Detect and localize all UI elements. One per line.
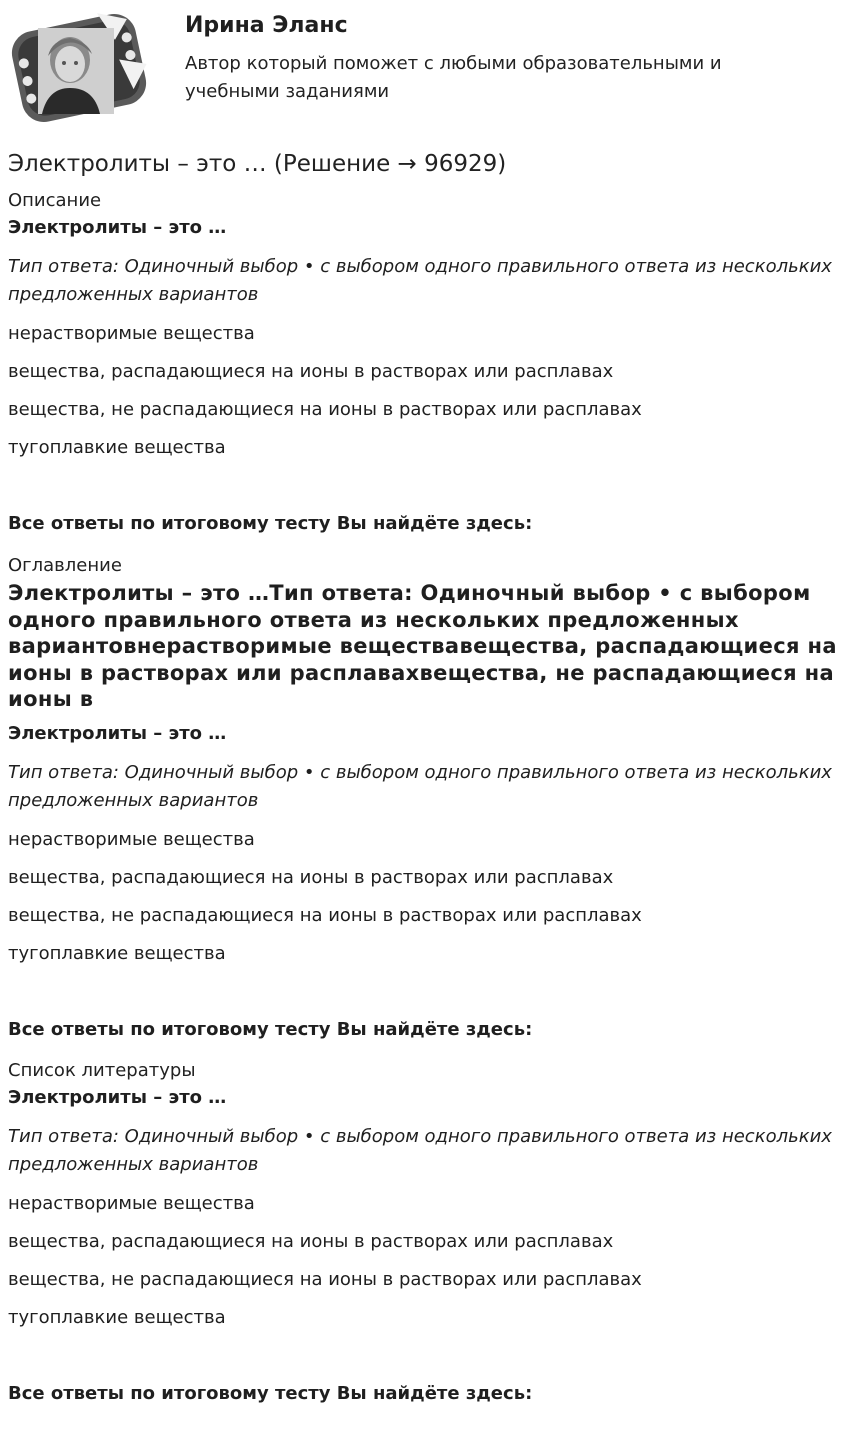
answer-option: тугоплавкие вещества bbox=[8, 942, 226, 964]
answer-option: вещества, распадающиеся на ионы в растворах или расплавах bbox=[8, 1231, 614, 1252]
answer-option: нерастворимые вещества bbox=[8, 1193, 255, 1214]
page-title: Электролиты – это … (Решение → 96929) bbox=[8, 151, 507, 177]
answer-option: вещества, распадающиеся на ионы в растворах или расплавах bbox=[8, 866, 614, 888]
toc-section bbox=[8, 554, 838, 1043]
answer-option: нерастворимые вещества bbox=[8, 323, 255, 344]
all-answers-note: Все ответы по итоговому тесту Вы найдёте здесь: bbox=[8, 1383, 533, 1404]
answer-type: Тип ответа: Одиночный выбор • с выбором одного правильного ответа из нескольких предложенных вариантов bbox=[8, 256, 832, 305]
toc-heading: Электролиты – это …Тип ответа: Одиночный выбор • с выбором одного правильного ответа из нескольких предложенных вариантовнерастворимые веществавещества, распадающиеся на ионы в растворах или расплавахвещества, не распадающиеся на ионы в bbox=[8, 581, 837, 711]
literature-section bbox=[8, 1059, 838, 1407]
answer-option: тугоплавкие вещества bbox=[8, 437, 226, 458]
answer-type: Тип ответа: Одиночный выбор • с выбором одного правильного ответа из нескольких предложенных вариантов bbox=[8, 1126, 832, 1175]
answer-option: вещества, не распадающиеся на ионы в растворах или расплавах bbox=[8, 1269, 642, 1290]
description-section bbox=[8, 189, 838, 537]
answer-type: Тип ответа: Одиночный выбор • с выбором одного правильного ответа из нескольких предложенных вариантов bbox=[8, 761, 832, 811]
all-answers-note: Все ответы по итоговому тесту Вы найдёте здесь: bbox=[8, 1018, 533, 1040]
all-answers-note: Все ответы по итоговому тесту Вы найдёте здесь: bbox=[8, 513, 533, 534]
answer-option: вещества, не распадающиеся на ионы в растворах или расплавах bbox=[8, 904, 642, 926]
author-name[interactable]: Ирина Эланс bbox=[185, 13, 348, 38]
author-description: Автор который поможет с любыми образовательными и учебными заданиями bbox=[185, 53, 722, 102]
answer-option: вещества, не распадающиеся на ионы в растворах или расплавах bbox=[8, 399, 642, 420]
section-label: Оглавление bbox=[8, 555, 122, 576]
answer-option: нерастворимые вещества bbox=[8, 828, 255, 850]
author-avatar[interactable] bbox=[8, 8, 150, 128]
author-block bbox=[8, 0, 838, 140]
section-label: Список литературы bbox=[8, 1060, 196, 1081]
question-title: Электролиты – это … bbox=[8, 1087, 227, 1108]
answer-option: вещества, распадающиеся на ионы в растворах или расплавах bbox=[8, 361, 614, 382]
answer-option: тугоплавкие вещества bbox=[8, 1307, 226, 1328]
page bbox=[8, 0, 838, 1404]
question-title: Электролиты – это … bbox=[8, 722, 227, 744]
section-label: Описание bbox=[8, 190, 102, 211]
question-title: Электролиты – это … bbox=[8, 217, 227, 238]
